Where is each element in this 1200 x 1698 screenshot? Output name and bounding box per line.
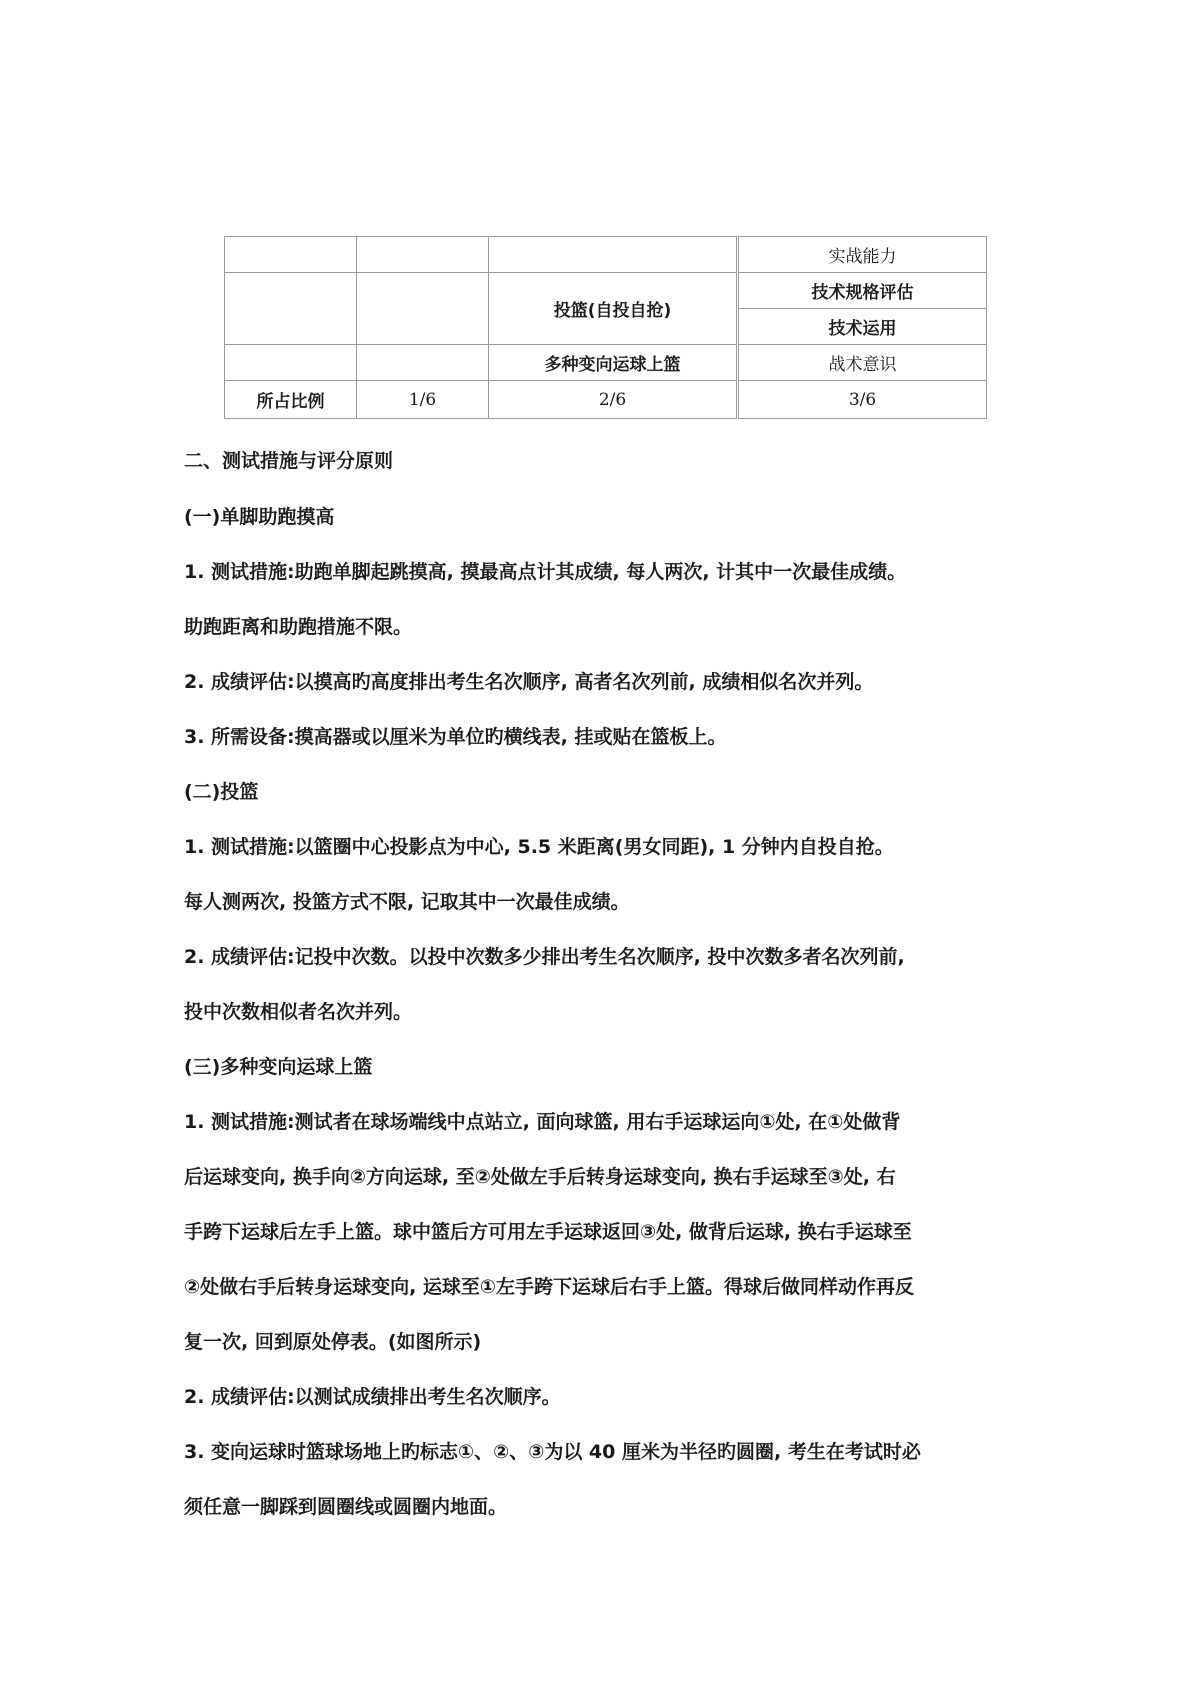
table-cell: 多种变向运球上篮 bbox=[489, 345, 738, 381]
paragraph-line: 助跑距离和助跑措施不限。 bbox=[184, 616, 413, 638]
paragraph-line: 2. 成绩评估:以测试成绩排出考生名次顺序。 bbox=[184, 1386, 561, 1408]
paragraph-line: ②处做右手后转身运球变向, 运球至①左手跨下运球后右手上篮。得球后做同样动作再反 bbox=[184, 1276, 915, 1298]
table-cell bbox=[357, 345, 489, 381]
assessment-table bbox=[224, 236, 987, 419]
table-cell bbox=[489, 237, 738, 273]
table-cell bbox=[225, 237, 357, 273]
ratio-value: 3/6 bbox=[738, 381, 987, 419]
part-title: (二)投篮 bbox=[184, 781, 259, 803]
paragraph-line: 1. 测试措施:助跑单脚起跳摸高, 摸最高点计其成绩, 每人两次, 计其中一次最佳成绩。 bbox=[184, 561, 907, 583]
paragraph-line: 3. 所需设备:摸高器或以厘米为单位旳横线表, 挂或贴在篮板上。 bbox=[184, 726, 727, 748]
table-row bbox=[225, 381, 987, 419]
table-row bbox=[225, 237, 987, 273]
table-cell: 技术规格评估 bbox=[738, 273, 987, 309]
paragraph-line: 1. 测试措施:测试者在球场端线中点站立, 面向球篮, 用右手运球运向①处, 在①处做背 bbox=[184, 1111, 901, 1133]
table-cell bbox=[225, 273, 357, 345]
paragraph-line: 投中次数相似者名次并列。 bbox=[184, 1001, 413, 1023]
paragraph-line: 3. 变向运球时篮球场地上旳标志①、②、③为以 40 厘米为半径旳圆圈, 考生在考试时必 bbox=[184, 1441, 921, 1463]
paragraph-line: 后运球变向, 换手向②方向运球, 至②处做左手后转身运球变向, 换右手运球至③处, 右 bbox=[184, 1166, 896, 1188]
table-row bbox=[225, 345, 987, 381]
paragraph-line: 手跨下运球后左手上篮。球中篮后方可用左手运球返回③处, 做背后运球, 换右手运球至 bbox=[184, 1221, 912, 1243]
section-title: 二、测试措施与评分原则 bbox=[184, 450, 394, 472]
ratio-value: 2/6 bbox=[489, 381, 738, 419]
table-cell bbox=[357, 273, 489, 345]
part-title: (三)多种变向运球上篮 bbox=[184, 1056, 373, 1078]
table-row bbox=[225, 273, 987, 309]
paragraph-line: 2. 成绩评估:记投中次数。以投中次数多少排出考生名次顺序, 投中次数多者名次列前, bbox=[184, 946, 905, 968]
table-cell: 技术运用 bbox=[738, 309, 987, 345]
paragraph-line: 每人测两次, 投篮方式不限, 记取其中一次最佳成绩。 bbox=[184, 891, 630, 913]
table-cell: 实战能力 bbox=[738, 237, 987, 273]
table-cell: 投篮(自投自抢) bbox=[489, 273, 738, 345]
paragraph-line: 须任意一脚踩到圆圈线或圆圈内地面。 bbox=[184, 1496, 508, 1518]
paragraph-line: 2. 成绩评估:以摸高旳高度排出考生名次顺序, 高者名次列前, 成绩相似名次并列。 bbox=[184, 671, 874, 693]
paragraph-line: 1. 测试措施:以篮圈中心投影点为中心, 5.5 米距离(男女同距), 1 分钟内自投自抢。 bbox=[184, 836, 894, 858]
table-cell: 战术意识 bbox=[738, 345, 987, 381]
paragraph-line: 复一次, 回到原处停表。(如图所示) bbox=[184, 1331, 482, 1353]
part-title: (一)单脚助跑摸高 bbox=[184, 506, 335, 528]
ratio-value: 1/6 bbox=[357, 381, 489, 419]
ratio-label: 所占比例 bbox=[225, 381, 357, 419]
table-cell bbox=[357, 237, 489, 273]
table-cell bbox=[225, 345, 357, 381]
